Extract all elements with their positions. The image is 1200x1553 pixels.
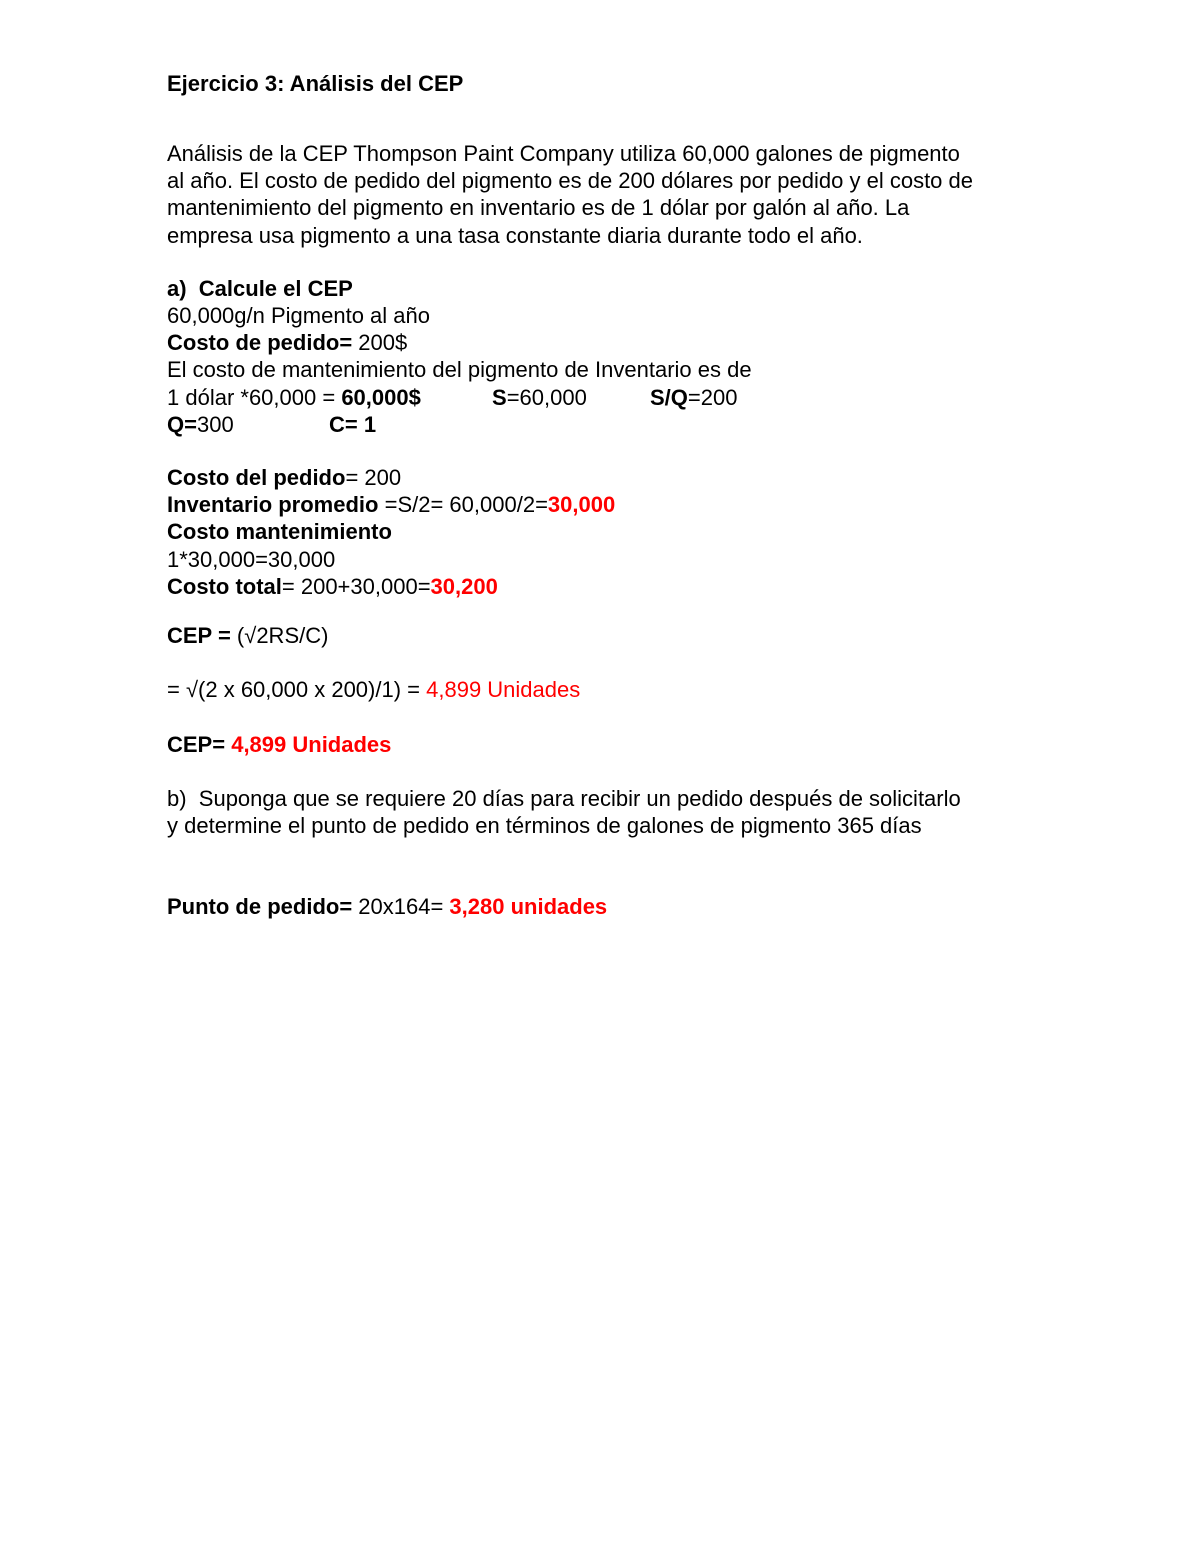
dollar-calc-line <box>167 384 421 411</box>
inventory-line <box>167 491 615 518</box>
sq-value-line <box>650 384 737 411</box>
inventory-result: 30,000 <box>547 492 616 517</box>
q-label: Q= <box>167 412 197 437</box>
cep-calc: = √(2 x 60,000 x 200)/1) = <box>167 677 427 702</box>
cep-calc-result: 4,899 Unidades <box>426 677 581 702</box>
maintenance-calc: 1*30,000=30,000 <box>167 547 336 572</box>
cep-calc-line <box>167 676 580 703</box>
total-line <box>167 573 498 600</box>
intro-line-3: mantenimiento del pigmento en inventario es de 1 dólar por galón al año. La <box>167 195 910 220</box>
cep-formula-label: CEP = <box>167 623 237 648</box>
cep-final-result: 4,899 Unidades <box>231 732 392 757</box>
order-cost-label: Costo de pedido= <box>167 330 353 355</box>
intro-line-2: al año. El costo de pedido del pigmento es de 200 dólares por pedido y el costo de <box>167 168 973 193</box>
s-value-line <box>492 384 587 411</box>
pedido-label: Costo del pedido <box>167 465 346 490</box>
s-value: =60,000 <box>506 385 587 410</box>
part-b-line-2: y determine el punto de pedido en términos de galones de pigmento 365 días <box>167 813 922 838</box>
part-b-line-1: b) Suponga que se requiere 20 días para recibir un pedido después de solicitarlo <box>167 786 961 811</box>
order-cost-value: 200$ <box>352 330 408 355</box>
punto-line <box>167 893 607 920</box>
punto-calc: 20x164= <box>352 894 450 919</box>
intro-line-4: empresa usa pigmento a una tasa constante diaria durante todo el año. <box>167 223 863 248</box>
total-result: 30,200 <box>430 574 498 599</box>
pedido-line <box>167 464 401 491</box>
cep-formula: (√2RS/C) <box>236 623 329 648</box>
cep-final-line <box>167 731 391 758</box>
dollar-result: 60,000$ <box>341 385 421 410</box>
pedido-value: = 200 <box>345 465 402 490</box>
inventory-calc: =S/2= 60,000/2= <box>378 492 548 517</box>
sq-value: =200 <box>687 385 738 410</box>
s-label: S <box>492 385 507 410</box>
order-cost-line <box>167 329 407 356</box>
inventory-label: Inventario promedio <box>167 492 379 517</box>
part-a-heading: a) Calcule el CEP <box>167 276 353 301</box>
cep-formula-line <box>167 622 328 649</box>
sq-label: S/Q <box>650 385 688 410</box>
dollar-calc: 1 dólar *60,000 = <box>167 385 342 410</box>
c-value: C= 1 <box>329 412 377 437</box>
total-label: Costo total <box>167 574 282 599</box>
total-calc: = 200+30,000= <box>281 574 431 599</box>
punto-label: Punto de pedido= <box>167 894 353 919</box>
maintenance-label: Costo mantenimiento <box>167 519 392 544</box>
q-value: 300 <box>196 412 234 437</box>
document-title: Ejercicio 3: Análisis del CEP <box>167 71 464 96</box>
pigment-line: 60,000g/n Pigmento al año <box>167 303 430 328</box>
q-value-line <box>167 411 234 438</box>
cep-final-label: CEP= <box>167 732 232 757</box>
maintenance-text: El costo de mantenimiento del pigmento de Inventario es de <box>167 357 752 382</box>
intro-line-1: Análisis de la CEP Thompson Paint Company utiliza 60,000 galones de pigmento <box>167 141 960 166</box>
punto-result: 3,280 unidades <box>449 894 608 919</box>
